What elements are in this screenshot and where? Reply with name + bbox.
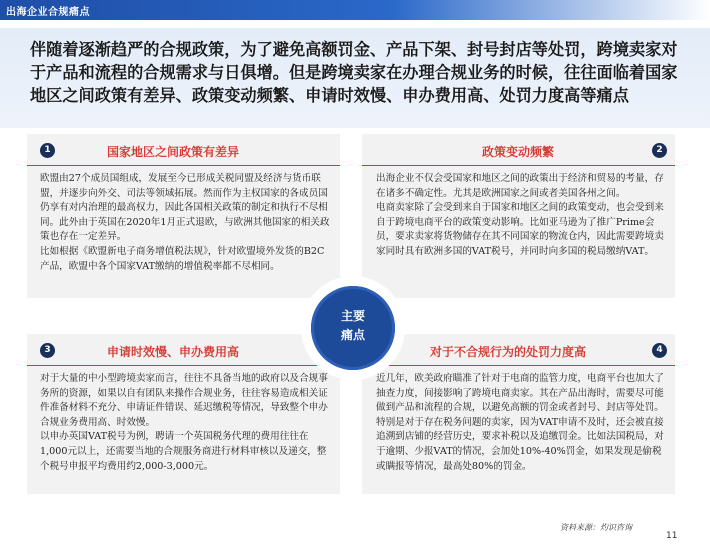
source-note: 资料来源：灼识咨询 [560, 523, 632, 532]
number-badge: 1 [40, 143, 55, 158]
header-divider [362, 365, 675, 366]
panel-paragraph: 对于大量的中小型跨境卖家而言，往往不具备当地的政府以及合规事务所的资源，如果以自有团队来操作合规业务，往往容易造成相关证件准备材料不充分、申请证件错误、延迟缴税等情况，导致整个申办合规业务费用高、时效慢。 [40, 373, 328, 428]
panel-paragraph: 欧盟由27个成员国组成，发展至今已形成关税同盟及经济与货币联盟，并逐步向外交、司法等领域拓展。然而作为主权国家的各成员国仍享有对内治理的最高权力，因此各国相关政策的制定和执行不尽相同。此外由于英国在2020年1月正式退欧，与欧洲其他国家的相关政策也存在一定差异。 [40, 173, 330, 243]
center-label-line: 主要 [340, 309, 365, 323]
intro-band [0, 28, 710, 128]
panel-header [362, 134, 675, 166]
number-badge: 3 [40, 343, 55, 358]
header-divider [27, 365, 340, 366]
panel-body [40, 372, 330, 474]
pain-point-panel-2 [362, 134, 675, 298]
pain-point-panel-4 [362, 334, 675, 494]
pain-point-panel-3 [27, 334, 340, 494]
panel-paragraph: 特别是对于存在税务问题的卖家，因为VAT申请不及时，还会被直接追溯到店铺的经营历史，要求补税以及追缴罚金。比如法国税局，对于逾期、少报VAT的情况，会加处10%-40%罚金，如果发现是偷税或瞒报等情况，最高处80%的罚金。 [376, 416, 664, 472]
center-label-line: 痛点 [340, 328, 365, 342]
panel-body [376, 172, 666, 260]
center-label [311, 307, 395, 345]
panel-paragraph: 以申办英国VAT税号为例，聘请一个英国税务代理的费用往往在1,000元以上，还需要当地的合规服务商进行材料审核以及递交，整个税号申报平均费用约2,000-3,000元。 [40, 431, 327, 472]
panel-title: 国家地区之间政策有差异 [107, 145, 240, 159]
header-divider [27, 165, 340, 166]
intro-text: 伴随着逐渐趋严的合规政策，为了避免高额罚金、产品下架、封号封店等处罚，跨境卖家对于产品和流程的合规需求与日俱增。但是跨境卖家在办理合规业务的时候，往往面临着国家地区之间政策有差异、政策变动频繁、申请时效慢、申办费用高、处罚力度高等痛点 [30, 40, 678, 105]
number-badge: 2 [652, 143, 667, 158]
panel-header [27, 334, 340, 366]
panel-paragraph: 电商卖家除了会受到来自于国家和地区之间的政策变动，也会受到来自于跨境电商平台的政策变动影响。比如亚马逊为了推广Prime会员，要求卖家将货物储存在其不同国家的物流仓内，因此需要跨境卖家同时具有欧洲多国的VAT税号，并同时向多国的税局缴纳VAT。 [376, 202, 664, 257]
number-badge: 4 [652, 343, 667, 358]
header-divider [362, 165, 675, 166]
panel-body [376, 372, 666, 474]
pain-point-panel-1 [27, 134, 340, 298]
panel-header [27, 134, 340, 166]
panel-paragraph: 出海企业不仅会受国家和地区之间的政策出于经济和贸易的考量，存在诸多不确定性。尤其是欧洲国家之间或者美国各州之间。 [376, 173, 664, 199]
panel-body [40, 172, 330, 274]
page-number: 11 [666, 531, 678, 541]
top-banner [0, 0, 710, 20]
panel-title: 申请时效慢、申办费用高 [107, 345, 240, 359]
panel-title: 政策变动频繁 [482, 145, 555, 159]
panel-paragraph: 比如根据《欧盟新电子商务增值税法规》，针对欧盟境外发货的B2C产品，欧盟中各个国家VAT缴纳的增值税率都不尽相同。 [40, 245, 325, 272]
panel-header [362, 334, 675, 366]
panel-paragraph: 近几年，欧美政府瞄准了针对于电商的监管力度，电商平台也加大了抽查力度，间接影响了跨境电商卖家。其在产品出海时，需要尽可能做到产品和流程的合规，以避免高额的罚金或者封号、封店等处罚。 [376, 373, 664, 414]
panel-title: 对于不合规行为的处罚力度高 [430, 345, 587, 359]
section-title: 出海企业合规痛点 [6, 7, 90, 18]
